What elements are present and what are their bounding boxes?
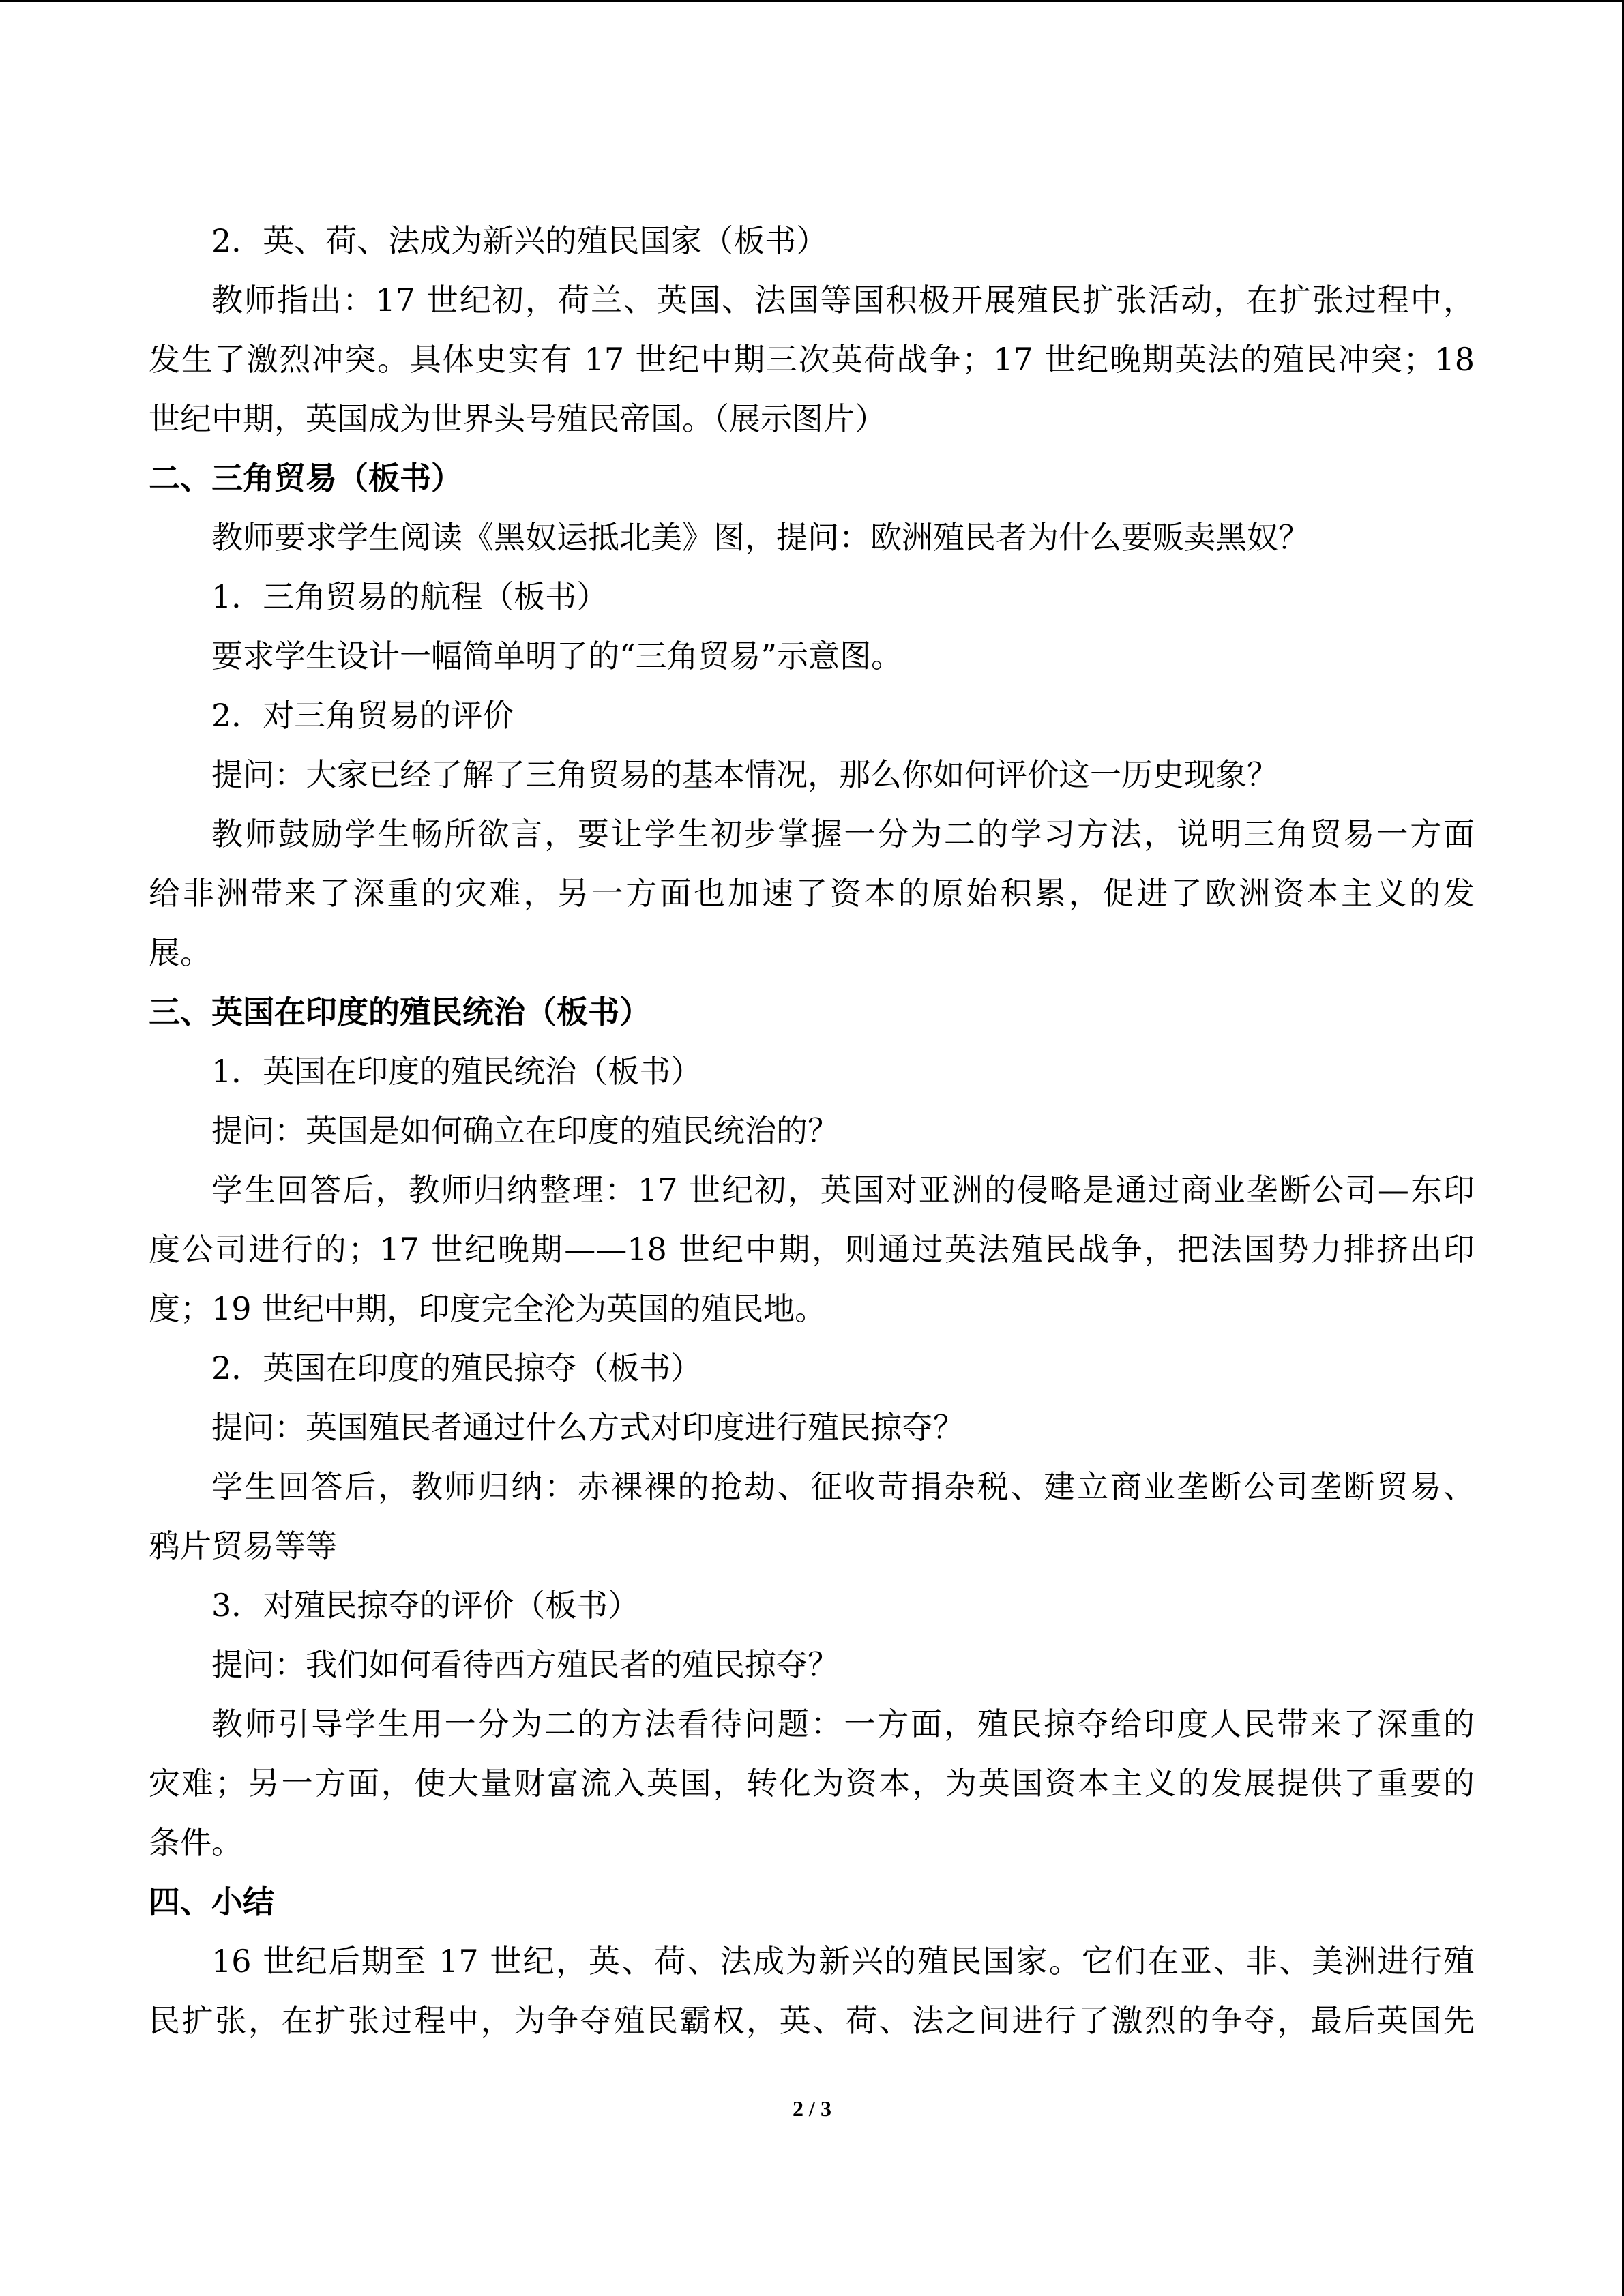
subheading-line: 2．对三角贸易的评价 [211,697,514,734]
text-line: 教师指出：17 世纪初，荷兰、英国、法国等国积极开展殖民扩张活动，在扩张过程中， [211,282,1475,318]
text-line: 鸦片贸易等等 [149,1527,337,1564]
text-line: 民扩张，在扩张过程中，为争夺殖民霸权，英、荷、法之间进行了激烈的争夺，最后英国先 [149,2002,1475,2039]
text-line: 发生了激烈冲突。具体史实有 17 世纪中期三次英荷战争；17 世纪晚期英法的殖民冲突；18 [149,341,1475,378]
text-line: 条件。 [149,1824,243,1861]
text-line: 教师引导学生用一分为二的方法看待问题：一方面，殖民掠夺给印度人民带来了深重的 [211,1705,1475,1742]
paragraph-summary [149,1932,1475,2051]
paragraph-teacher-summarizes [149,1161,1475,1339]
text-line: 提问：英国殖民者通过什么方式对印度进行殖民掠夺？ [211,1409,964,1446]
section-heading-summary: 四、小结 [149,1883,274,1920]
section-heading-triangle-trade: 二、三角贸易（板书） [149,460,462,496]
section-heading-india-rule: 三、英国在印度的殖民统治（板书） [149,994,651,1030]
paragraph-teacher-encourages [149,805,1475,983]
page-number: 2 / 3 [793,2096,831,2121]
text-line: 提问：英国是如何确立在印度的殖民统治的？ [211,1112,839,1149]
text-line: 学生回答后，教师归纳：赤裸裸的抢劫、征收苛捐杂税、建立商业垄断公司垄断贸易、 [211,1468,1475,1505]
paragraph-teacher-guides [149,1695,1475,1873]
text-line: 16 世纪后期至 17 世纪，英、荷、法成为新兴的殖民国家。它们在亚、非、美洲进行殖 [211,1943,1475,1980]
text-line: 给非洲带来了深重的灾难，另一方面也加速了资本的原始积累，促进了欧洲资本主义的发 [149,875,1475,912]
text-line: 提问：大家已经了解了三角贸易的基本情况，那么你如何评价这一历史现象？ [211,756,1278,793]
text-line: 要求学生设计一幅简单明了的“三角贸易”示意图。 [211,638,903,674]
text-line: 度；19 世纪中期，印度完全沦为英国的殖民地。 [149,1290,827,1327]
subheading-line: 1．三角贸易的航程（板书） [211,578,608,615]
paragraph-plunder-methods [149,1457,1475,1576]
subheading-line: 2．英国在印度的殖民掠夺（板书） [211,1350,703,1386]
text-line: 世纪中期，英国成为世界头号殖民帝国。（展示图片） [149,400,886,437]
subheading-line: 1．英国在印度的殖民统治（板书） [211,1053,703,1090]
text-line: 展。 [149,934,211,971]
subheading-line: 2．英、荷、法成为新兴的殖民国家（板书） [211,222,828,259]
top-border-line [0,0,1624,2]
text-line: 灾难；另一方面，使大量财富流入英国，转化为资本，为英国资本主义的发展提供了重要的 [149,1765,1475,1802]
text-line: 教师鼓励学生畅所欲言，要让学生初步掌握一分为二的学习方法，说明三角贸易一方面 [211,816,1475,852]
text-line: 度公司进行的；17 世纪晚期——18 世纪中期，则通过英法殖民战争，把法国势力排挤出印 [149,1231,1475,1268]
text-line: 学生回答后，教师归纳整理：17 世纪初，英国对亚洲的侵略是通过商业垄断公司—东印 [211,1172,1475,1208]
document-page [149,211,1475,2051]
paragraph-teacher-points-out [149,271,1475,449]
subheading-line: 3．对殖民掠夺的评价（板书） [211,1587,640,1624]
text-line: 教师要求学生阅读《黑奴运抵北美》图，提问：欧洲殖民者为什么要贩卖黑奴？ [211,519,1310,556]
text-line: 提问：我们如何看待西方殖民者的殖民掠夺？ [211,1646,839,1683]
